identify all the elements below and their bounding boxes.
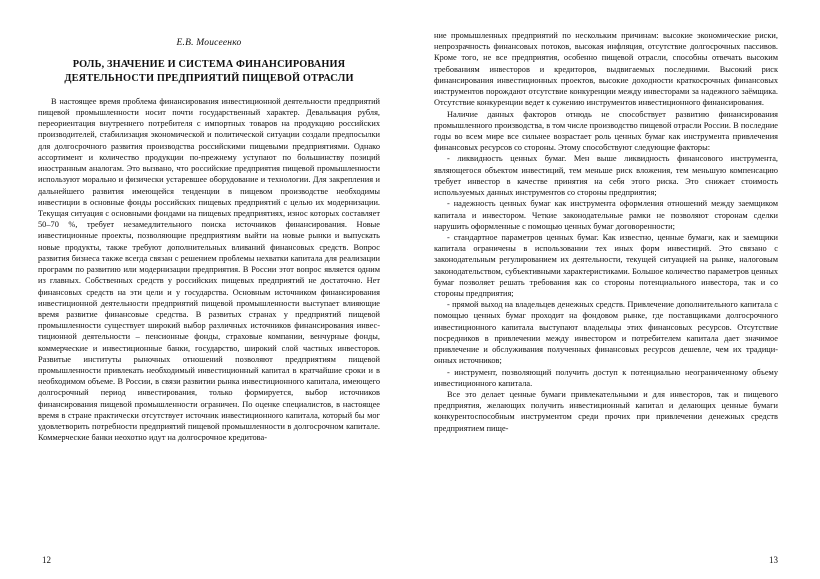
paragraph: ние промышленных предприятий по нескольким причинам: высокие экономические риски, непрозрачность финансовых потоков, высокая инфляция, отсутствие долгосрочных пассивов. Кроме того, не все предприятия, особенно пищевой отрасли, способны отвечать высоким требованиям инвесторов и кредиторов, выдвигаемых последними. Высокий риск финансирования инвестиционных проектов, высокие доходности краткосрочных финансовых инструментов порождают отсутствие конкуренции между инвесторами за надежного заёмщика. Отсутствие конкуренции ведет к сужению инструментов инвестиционного финансирования. xyxy=(434,31,778,108)
paragraph: Все это делает ценные бумаги привлекательными и для инвесторов, так и пищевого предприятия, желающих получить инвестиционный капитал и делающих ценные бумаги конкурентоспособным инструментом среди прочих при привлечении денежных средств предприятием пище- xyxy=(434,390,778,433)
paragraph: - прямой выход на владельцев денежных средств. Привлечение дополнительного капитала с помощью ценных бумаг проходит на фондовом рынке, где поставщиками долгосрочного инвестиционного капитала выступают владельцы этих финансовых ресурсов. Отсутствие посредников в привлечении между инвестором и потребителем капитала дает значимое привлечение и обслуживания полученных финансовых ресурсов дешевле, чем их традиционных источников; xyxy=(434,300,778,366)
page-number-left: 12 xyxy=(42,555,51,565)
paragraph: - ликвидность ценных бумаг. Мен выше ликвидность финансового инструмента, являющегося объектом инвестиций, тем меньше риск вложения, тем меньшую компенсацию требует инвестор в качестве принятия на себя этого риска. Это снижает стоимость используемых данных инструментов со стороны предприятия; xyxy=(434,154,778,198)
paragraph: - надежность ценных бумаг как инструмента оформления отношений между заемщиком капитала и инвестором. Четкие законодательные рамки не позволяют сторонам сделки нарушить оформленные с помощью ценных бумаг договоренности; xyxy=(434,199,778,231)
left-page xyxy=(38,30,388,530)
paragraph: Наличие данных факторов отнюдь не способствует развитию финансирования промышленного производства, в том числе производство пищевой отрасли России. В последние годы во всем мире все сильнее возрастает роль ценных бумаг как инструмента привлечения финансовых ресурсов со стороны. Этому способствуют следующие факторы: xyxy=(434,109,778,153)
page-gutter xyxy=(388,30,428,530)
page-number-right: 13 xyxy=(769,555,778,565)
paragraph: В настоящее время проблема финансирования инвестиционной деятельности предприятий пищевой промышленности носит почти государственный характер. Девальвация рубля, переориентация внутреннего потребителя с импортных товаров на продукцию российских производителей, стабилизация экономической и политической ситуации создали предпосылки для долгосрочного развития производства российскими пищевыми предприятиями. Однако ассортимент и количество продукции по-прежнему уступают по большинству позиций иностранным аналогам. Это вызвано, что российские предприятия пищевой промышленности используют морально и физически устаревшее оборудование и технологии. Для закрепления и дальнейшего развития имеющейся тенденции в пищевом производстве необходимы инвестиции в основные фонды российских пищевых предприятий с целью их модернизации. Текущая ситуация с основными фондами на пищевых предприятиях, износ которых составляет 50–70 %, требует незамедлительного поиска источников финансирования. Новые инвестиционные проекты, позволяющие предприятиям выйти на новые рынки и выпускать новые продукты, также требуют дополнительных вливаний финансовых средств. Вопрос развития бизнеса также всегда связан с решением проблемы нехватки капитала для реализации программ по развитию или модернизации предприятия. В России этот вопрос является одним из главных. Собственных средств у российских пищевых предприятий не достаточно. Нет финансовых средств на эти цели и у государства. Основным источником финансирования инвестиционной деятельности предприятий пищевой промышленности выступает влияющие время развитие финансовые средства. В развитых странах у предприятий пищевой промышленности существует широкий выбор различных источников финансирования инвестиционной деятельности – пенсионные фонды, страховые компании, венчурные фонды, коммерческие и инвестиционные банки, государство, широкий слой частных инвесторов. Развитые институты рыночных отношений позволяют предприятиям пищевой промышленности привлекать необходимый инвестиционный капитал в кратчайшие сроки и в необходимом объеме. В России, в связи развитии рынка инвестиционного капитала, имеющего долгосрочный период инвестирования, только формируется, выбор источников финансирования пищевой промышленности ограничен. По оценке специалистов, в настоящее время в стране практически отсутствует источник инвестиционного капитала, который бы мог удовлетворить потребности предприятий пищевой промышленности в долгосрочном капитале. Коммерческие банки неохотно идут на долгосрочное кредитова- xyxy=(38,96,380,443)
paragraph: - инструмент, позволяющий получить доступ к потенциально неограниченному объему инвестиционного капитала. xyxy=(434,367,778,388)
page-title: РОЛЬ, ЗНАЧЕНИЕ И СИСТЕМА ФИНАНСИРОВАНИЯ ДЕЯТЕЛЬНОСТИ ПРЕДПРИЯТИЙ ПИЩЕВОЙ ОТРАСЛИ xyxy=(64,59,354,84)
paragraph: - стандартное параметров ценных бумаг. Как известно, ценные бумаги, как и заемщики капитала ограничены в использовании тех иных форм инвестиций. Это связано с законодательным регулированием их деятельности, текущей ситуацией на рынке, налоговым законодательством, субъективными характеристиками. Большое количество параметров ценных бумаг позволяет решать требования как со стороны потенциального инвестора, так и со стороны предприятия; xyxy=(434,232,778,299)
right-page xyxy=(428,30,778,530)
author-line: Е.В. Моисеенко xyxy=(176,38,242,48)
